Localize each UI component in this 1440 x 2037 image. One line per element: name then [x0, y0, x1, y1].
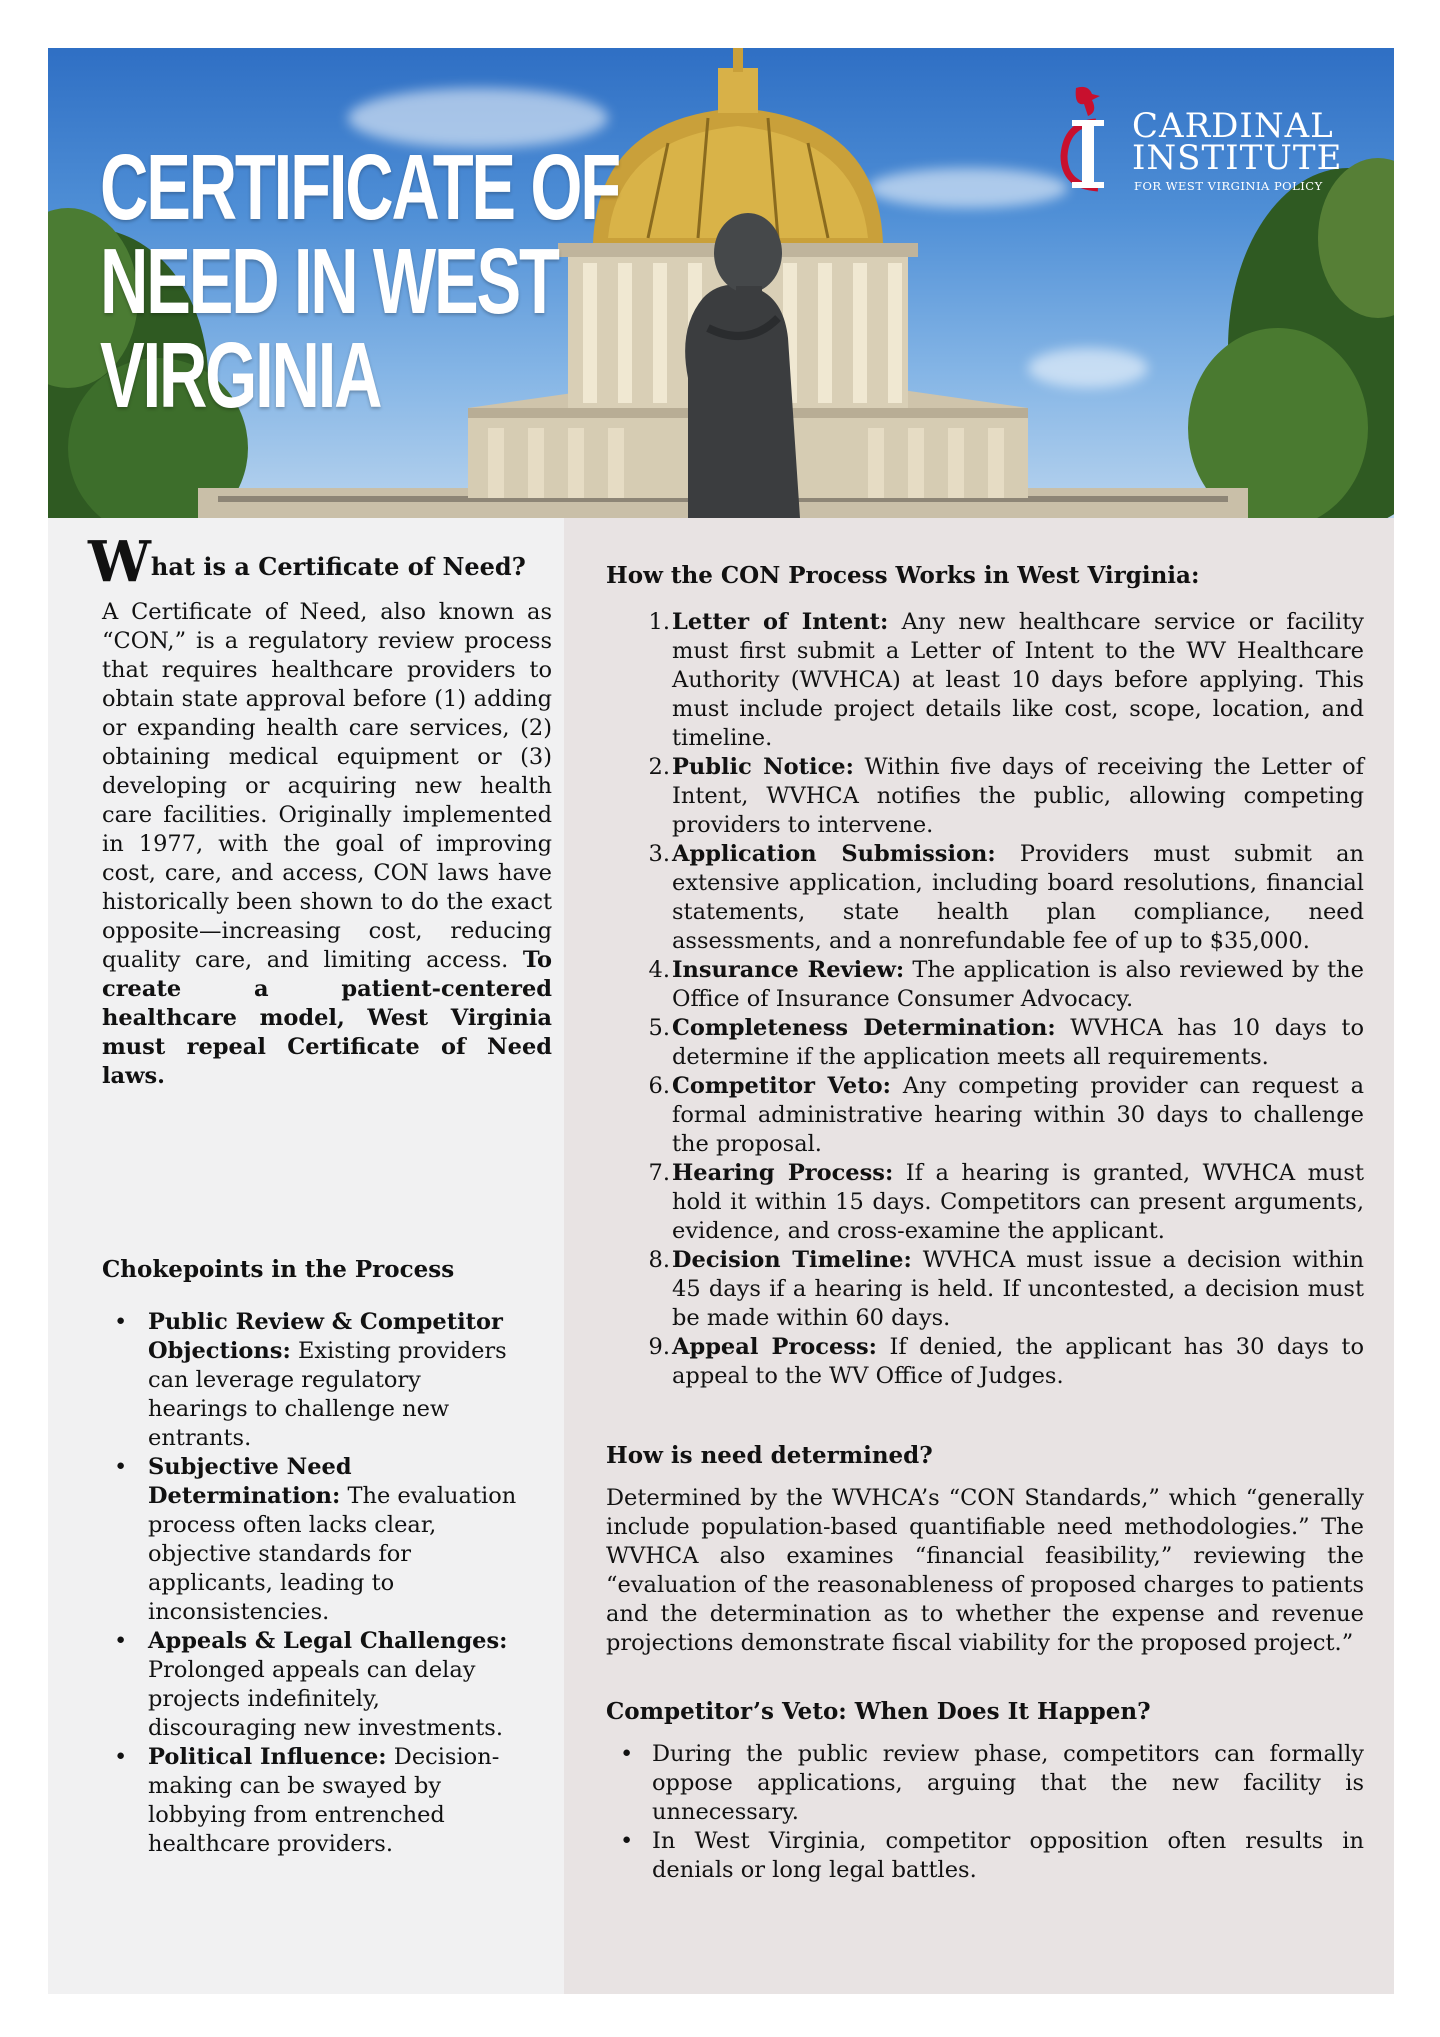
step-number: 5.: [648, 1015, 670, 1041]
step-text: The application is also reviewed by the Office of Insurance Consumer Advocacy.: [672, 957, 1364, 1012]
item-title: Subjective Need Determination:: [148, 1454, 352, 1509]
cardinal-bird-icon: [1058, 82, 1120, 192]
step-title: Application Submission:: [672, 841, 996, 867]
step-number: 2.: [648, 754, 670, 780]
chokepoints-heading: Chokepoints in the Process: [102, 1256, 455, 1283]
process-step: [606, 1159, 1364, 1246]
chokepoints-list: [102, 1308, 522, 1859]
item-text: The evaluation process often lacks clear, objective standards for applicants, leading to inconsistencies.: [148, 1483, 517, 1625]
need-heading: How is need determined?: [606, 1442, 933, 1469]
intro-callout: To create a patient-centered healthcare model, West Virginia must repeal Certificate of Need laws.: [102, 947, 553, 1089]
process-step: [606, 1246, 1364, 1333]
step-text: WVHCA must issue a decision within 45 days if a hearing is held. If uncontested, a decision must be made within 60 days.: [672, 1247, 1364, 1331]
process-heading: How the CON Process Works in West Virginia:: [606, 562, 1200, 589]
step-title: Competitor Veto:: [672, 1073, 891, 1099]
item-text: Existing providers can leverage regulatory hearings to challenge new entrants.: [148, 1338, 507, 1451]
step-number: 3.: [648, 841, 670, 867]
step-text: Providers must submit an extensive application, including board resolutions, financial statements, state health plan compliance, need assessments, and a nonrefundable fee of up to $35,000.: [672, 841, 1364, 954]
step-text: Within five days of receiving the Letter of Intent, WVHCA notifies the public, allowing competing providers to intervene.: [672, 754, 1365, 838]
step-title: Hearing Process:: [672, 1160, 894, 1186]
intro-heading: [88, 529, 526, 595]
logo-line-1: CARDINAL: [1132, 106, 1334, 146]
item-title: Appeals & Legal Challenges:: [148, 1628, 508, 1654]
item-title: Political Influence:: [148, 1744, 387, 1770]
step-title: Letter of Intent:: [672, 609, 889, 635]
intro-paragraph: [102, 598, 552, 1091]
intro-heading-text: hat is a Certificate of Need?: [150, 552, 526, 581]
logo-line-2: INSTITUTE: [1132, 138, 1343, 178]
process-step: [606, 956, 1364, 1014]
logo-subtitle: FOR WEST VIRGINIA POLICY: [1134, 179, 1323, 193]
page-title: CERTIFICATE OF NEED IN WEST VIRGINIA: [100, 135, 620, 427]
step-text: WVHCA has 10 days to determine if the application meets all requirements.: [672, 1015, 1364, 1070]
list-item: • In West Virginia, competitor opposition often results in denials or long legal battles.: [620, 1828, 1364, 1883]
list-item: • During the public review phase, competitors can formally oppose applications, arguing that the new facility is unnecessary.: [620, 1741, 1364, 1825]
list-item: • Political Influence: Decision-making can be swayed by lobbying from entrenched healthcare providers.: [114, 1744, 500, 1857]
step-number: 6.: [648, 1073, 670, 1099]
need-paragraph: Determined by the WVHCA’s “CON Standards,” which “generally include population-based quantifiable need methodologies.” The WVHCA also examines “financial feasibility,” reviewing the “evaluation of the reasonableness of proposed charges to patients and the determination as to whether the expense and revenue projections demonstrate fiscal viability for the proposed project.”: [606, 1485, 1364, 1656]
list-item: • Appeals & Legal Challenges: Prolonged appeals can delay projects indefinitely, discouraging new investments.: [114, 1628, 508, 1741]
intro-body: A Certificate of Need, also known as “CON,” is a regulatory review process that requires healthcare providers to obtain state approval before (1) adding or expanding health care services, (2) obtaining medical equipment or (3) developing or acquiring new health care facilities. Originally implemented in 1977, with the goal of improving cost, care, and access, CON laws have historically been shown to do the exact opposite—increasing cost, reducing quality care, and limiting access.: [102, 599, 552, 973]
veto-heading: Competitor’s Veto: When Does It Happen?: [606, 1698, 1151, 1725]
dropcap: W: [88, 529, 151, 595]
cardinal-institute-logo: [1058, 66, 1388, 193]
step-title: Decision Timeline:: [672, 1247, 912, 1273]
step-number: 8.: [648, 1247, 670, 1273]
item-text: During the public review phase, competitors can formally oppose applications, arguing that the new facility is unnecessary.: [652, 1741, 1364, 1825]
step-text: Any competing provider can request a formal administrative hearing within 30 days to challenge the proposal.: [672, 1073, 1365, 1157]
step-text: If a hearing is granted, WVHCA must hold it within 15 days. Competitors can present arguments, evidence, and cross-examine the applicant.: [672, 1160, 1364, 1244]
item-text: Prolonged appeals can delay projects indefinitely, discouraging new investments.: [148, 1657, 504, 1741]
item-title: Public Review & Competitor Objections:: [148, 1309, 503, 1364]
process-step: [606, 753, 1364, 840]
step-title: Completeness Determination:: [672, 1015, 1056, 1041]
process-steps: [606, 608, 1364, 1391]
step-text: If denied, the applicant has 30 days to appeal to the WV Office of Judges.: [672, 1334, 1365, 1389]
logo-wordmark: [1132, 106, 1343, 178]
process-step: [606, 840, 1364, 956]
right-column: [564, 518, 1394, 1994]
step-title: Appeal Process:: [672, 1334, 877, 1360]
step-number: 4.: [648, 957, 670, 983]
hero-banner: [48, 48, 1394, 518]
veto-list: [606, 1740, 1364, 1885]
list-item: • Public Review & Competitor Objections: Existing providers can leverage regulatory hearings to challenge new entrants.: [114, 1309, 507, 1451]
step-number: 7.: [648, 1160, 670, 1186]
step-number: 9.: [648, 1334, 670, 1360]
step-text: Any new healthcare service or facility must first submit a Letter of Intent to the WV Healthcare Authority (WVHCA) at least 10 days before applying. This must include project details like cost, scope, location, and timeline.: [672, 609, 1364, 751]
item-text: Decision-making can be swayed by lobbying from entrenched healthcare providers.: [148, 1744, 500, 1857]
step-number: 1.: [648, 609, 670, 635]
left-column: [48, 518, 564, 1994]
step-title: Public Notice:: [672, 754, 854, 780]
step-title: Insurance Review:: [672, 957, 905, 983]
list-item: • Subjective Need Determination: The evaluation process often lacks clear, objective standards for applicants, leading to inconsistencies.: [114, 1454, 517, 1625]
process-step: [606, 1072, 1364, 1159]
process-step: [606, 608, 1364, 753]
process-step: [606, 1333, 1364, 1391]
item-text: In West Virginia, competitor opposition often results in denials or long legal battles.: [652, 1828, 1364, 1883]
process-step: [606, 1014, 1364, 1072]
